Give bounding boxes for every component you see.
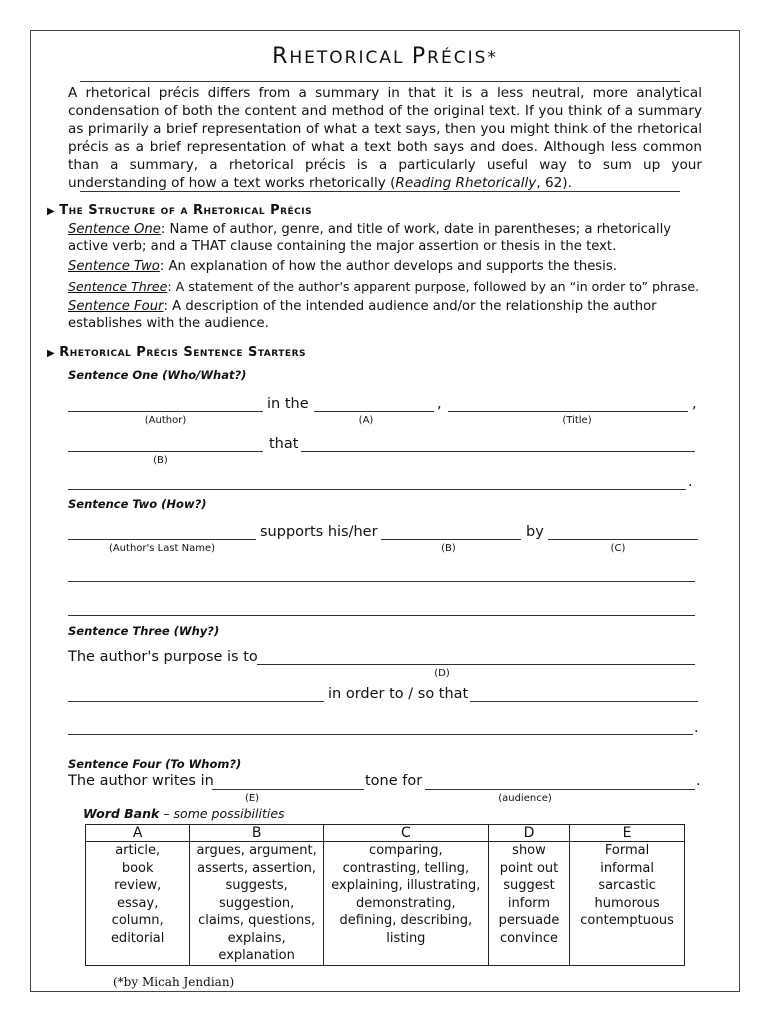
period-text: . bbox=[694, 720, 699, 736]
column-header: C bbox=[323, 825, 488, 842]
caption-c: (C) bbox=[610, 543, 626, 554]
intro-top-rule bbox=[80, 81, 680, 82]
caption-b: (B) bbox=[441, 543, 456, 554]
triangle-bullet-icon: ▶ bbox=[47, 348, 56, 359]
that-text: that bbox=[269, 436, 299, 452]
word-bank-header-row bbox=[86, 825, 685, 842]
word-bank-cell: Formal informal sarcastic humorous contemptuous bbox=[570, 842, 685, 966]
structure-item: Sentence One: Name of author, genre, and title of work, date in parentheses; a rhetorically active verb; and a THAT clause containing the major assertion or thesis in the text. bbox=[68, 222, 672, 254]
thesis-blank[interactable] bbox=[301, 451, 695, 452]
starters-heading: ▶ Rhetorical Précis Sentence Starters bbox=[47, 345, 306, 360]
tone-blank[interactable] bbox=[212, 789, 364, 790]
by-text: by bbox=[526, 524, 544, 540]
caption-d: (D) bbox=[434, 668, 450, 679]
sentence-one-heading: Sentence One (Who/What?) bbox=[68, 368, 247, 382]
method-blank[interactable] bbox=[548, 539, 698, 540]
sentence-four-heading: Sentence Four (To Whom?) bbox=[68, 757, 242, 771]
in-order-to-text: in order to / so that bbox=[328, 686, 469, 702]
in-the-text: in the bbox=[267, 396, 309, 412]
structure-item: Sentence Four: A description of the intended audience and/or the relationship the author establishes with the audience. bbox=[68, 299, 657, 331]
period-text: . bbox=[688, 474, 693, 490]
sentence-three-blank[interactable] bbox=[68, 734, 693, 735]
caption-b: (B) bbox=[153, 455, 168, 466]
audience-blank[interactable] bbox=[425, 789, 695, 790]
column-header: A bbox=[86, 825, 190, 842]
structure-heading: ▶ The Structure of a Rhetorical Précis bbox=[47, 203, 313, 218]
word-bank-table bbox=[85, 824, 685, 966]
sentence-two-heading: Sentence Two (How?) bbox=[68, 497, 207, 511]
sentence-two-blank[interactable] bbox=[68, 581, 695, 582]
intro-paragraph: A rhetorical précis differs from a summary in that it is a less neutral, more analytical condensation of both the content and method of the original text. If you think of a summary as primarily a brief representation of what a text says, then you might think of the rhetorical précis as a brief representation of what a text both says and does. Although less common than a summary, a rhetorical précis is a particularly useful way to sum up your understanding of how a text works rhetorically (Reading Rhetorically, 62). bbox=[68, 85, 702, 191]
column-header: B bbox=[190, 825, 324, 842]
page-title: RHETORICAL PRÉCIS* bbox=[272, 44, 498, 69]
purpose-text: The author's purpose is to bbox=[68, 649, 258, 665]
purpose-blank[interactable] bbox=[257, 664, 695, 665]
caption-a: (A) bbox=[358, 415, 374, 426]
purpose-continue-blank[interactable] bbox=[68, 701, 324, 702]
tone-for-text: tone for bbox=[365, 773, 423, 789]
title-blank[interactable] bbox=[448, 411, 688, 412]
word-bank-cell: comparing, contrasting, telling, explaining, illustrating, demonstrating, defining, describing, listing bbox=[323, 842, 488, 966]
thesis-continue-blank[interactable] bbox=[68, 489, 686, 490]
word-bank-row bbox=[86, 842, 685, 966]
in-order-to-blank[interactable] bbox=[470, 701, 698, 702]
caption-last-name: (Author's Last Name) bbox=[108, 543, 216, 554]
period-text: . bbox=[696, 773, 701, 789]
sentence-three-heading: Sentence Three (Why?) bbox=[68, 624, 220, 638]
genre-blank[interactable] bbox=[314, 411, 434, 412]
word-bank-cell: article, book review, essay, column, editorial bbox=[86, 842, 190, 966]
word-bank-cell: argues, argument, asserts, assertion, suggests, suggestion, claims, questions, explains, explanation bbox=[190, 842, 324, 966]
last-name-blank[interactable] bbox=[68, 539, 256, 540]
author-blank[interactable] bbox=[68, 411, 263, 412]
word-bank-cell: show point out suggest inform persuade convince bbox=[488, 842, 569, 966]
structure-item: Sentence Three: A statement of the author's apparent purpose, followed by an “in order to” phrase. bbox=[68, 279, 700, 294]
comma-text: , bbox=[437, 396, 442, 412]
caption-audience: (audience) bbox=[498, 793, 552, 804]
column-header: E bbox=[570, 825, 685, 842]
supports-text: supports his/her bbox=[260, 524, 378, 540]
column-header: D bbox=[488, 825, 569, 842]
verb-blank[interactable] bbox=[68, 451, 263, 452]
sentence-two-blank[interactable] bbox=[68, 615, 695, 616]
triangle-bullet-icon: ▶ bbox=[47, 206, 56, 217]
credit-line: (*by Micah Jendian) bbox=[113, 975, 235, 989]
comma-text: , bbox=[692, 396, 697, 412]
caption-e: (E) bbox=[244, 793, 260, 804]
structure-item: Sentence Two: An explanation of how the author develops and supports the thesis. bbox=[68, 259, 617, 274]
caption-author: (Author) bbox=[144, 415, 187, 426]
structure-list bbox=[68, 221, 708, 332]
claim-blank[interactable] bbox=[381, 539, 521, 540]
caption-title: (Title) bbox=[562, 415, 592, 426]
intro-bottom-rule bbox=[80, 191, 680, 192]
word-bank-heading: Word Bank – some possibilities bbox=[83, 806, 285, 821]
writes-in-text: The author writes in bbox=[68, 773, 214, 789]
